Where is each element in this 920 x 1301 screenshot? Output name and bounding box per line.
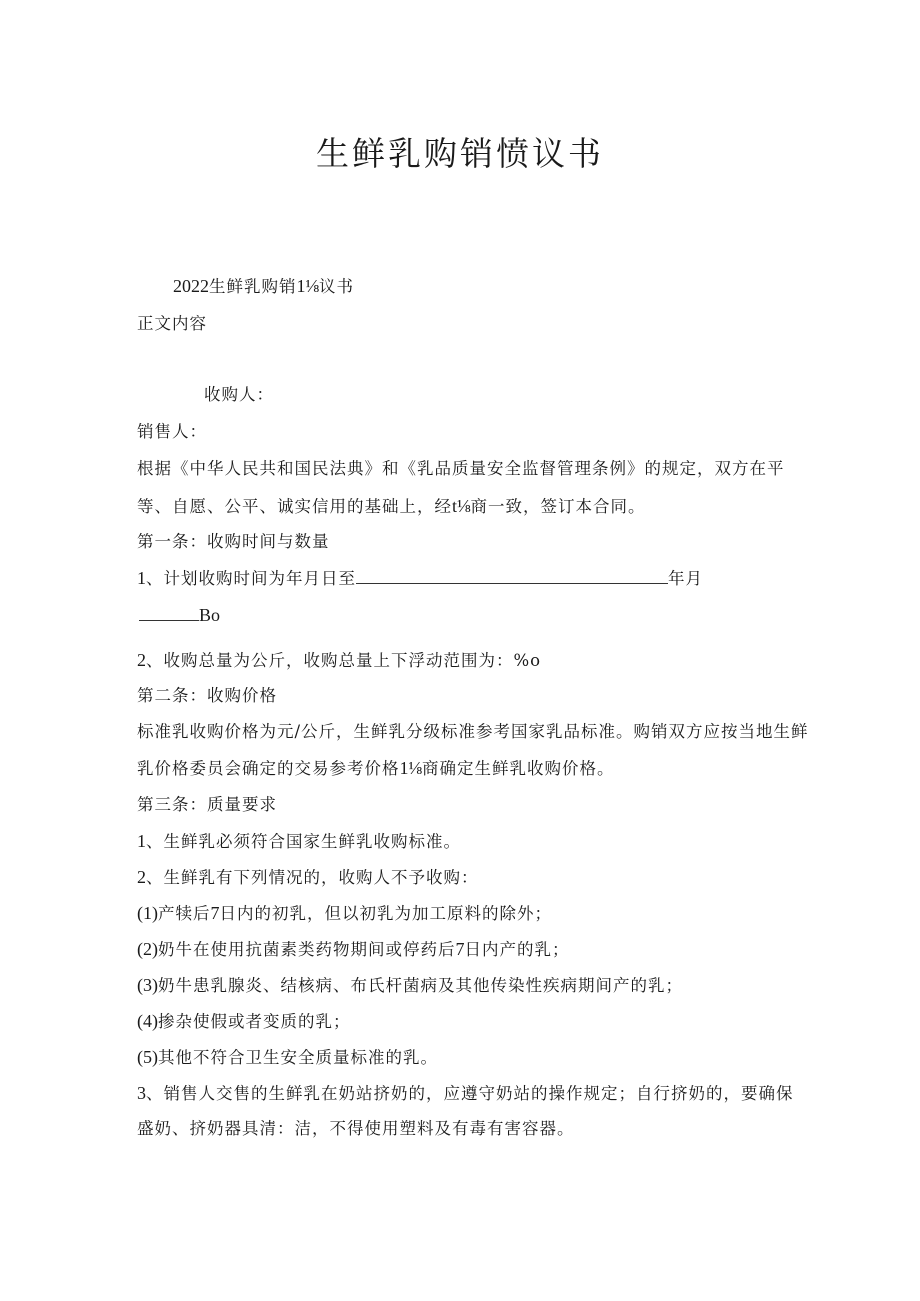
- item-text-b: 年月: [668, 569, 703, 588]
- para-2a: 乳价格委员会确定的交易参考价格: [137, 759, 400, 778]
- body-label: 正文内容: [137, 314, 207, 333]
- condition-text-b: 日内的初乳，但以初乳为加工原料的除外；: [219, 904, 552, 923]
- condition-number: (3): [137, 975, 158, 995]
- condition-number: (5): [137, 1047, 158, 1067]
- subtitle-garbled: 1⅛: [296, 276, 319, 296]
- condition-text-b: 日内产的乳；: [464, 940, 570, 959]
- item-text-a: 、计划收购时间为年月日至: [146, 569, 356, 588]
- preamble-line-2: [137, 494, 646, 519]
- article-1-item-1: [137, 566, 703, 591]
- article-3-item-3-cont: 盛奶、挤奶器具清：洁，不得使用塑料及有毒有害容器。: [137, 1119, 575, 1138]
- article-1-title: 第一条：收购时间与数量: [137, 532, 330, 551]
- article-3-item-1: [137, 829, 461, 854]
- preamble-2b: t⅛: [452, 496, 471, 516]
- para-2b: 1⅛: [399, 758, 422, 778]
- article-2-para-1: 标准乳收购价格为元/公斤，生鲜乳分级标准参考国家乳品标准。购销双方应按当地生鲜: [137, 722, 809, 741]
- item-text: 、收购总量为公斤，收购总量上下浮动范围为：%o: [146, 651, 542, 670]
- article-3-item-3: [137, 1081, 794, 1106]
- subtitle-text: 生鲜乳购销: [209, 277, 297, 296]
- para-2c: 商确定生鲜乳收购价格。: [422, 759, 615, 778]
- condition-number: (4): [137, 1011, 158, 1031]
- article-1-item-2: [137, 648, 541, 673]
- item-number: 1: [137, 831, 146, 851]
- item-text: 、生鲜乳有下列情况的，收购人不予收购：: [146, 868, 479, 887]
- subtitle-year: 2022: [173, 276, 209, 296]
- article-2-title: 第二条：收购价格: [137, 686, 277, 705]
- condition-1: [137, 901, 552, 926]
- article-2-para-2: [137, 756, 615, 781]
- item-text: 、生鲜乳必须符合国家生鲜乳收购标准。: [146, 832, 461, 851]
- condition-text-a: 产犊后: [158, 904, 211, 923]
- item-text-c: Bo: [199, 605, 221, 625]
- document-title: 生鲜乳购销愤议书: [316, 134, 604, 173]
- condition-text: 掺杂使假或者变质的乳；: [158, 1012, 351, 1031]
- subtitle-line: [173, 274, 354, 299]
- buyer-line: 收购人：: [204, 385, 274, 404]
- item-number: 3: [137, 1083, 146, 1103]
- condition-3: [137, 973, 683, 998]
- condition-number: (2): [137, 939, 158, 959]
- article-3-title: 第三条：质量要求: [137, 795, 277, 814]
- article-3-item-2: [137, 865, 479, 890]
- seller-line: 销售人：: [137, 422, 207, 441]
- condition-number: (1): [137, 903, 158, 923]
- preamble-2a: 等、自愿、公平、诚实信用的基础上，经: [137, 497, 452, 516]
- item-number: 2: [137, 867, 146, 887]
- condition-text: 奶牛患乳腺炎、结核病、布氏杆菌病及其他传染性疾病期间产的乳；: [158, 976, 683, 995]
- condition-text-a: 奶牛在使用抗菌素类药物期间或停药后: [158, 940, 456, 959]
- article-1-item-1-cont: [139, 603, 220, 628]
- condition-2: [137, 937, 570, 962]
- condition-text: 其他不符合卫生安全质量标准的乳。: [158, 1048, 438, 1067]
- subtitle-end: 议书: [319, 277, 354, 296]
- condition-days: 7: [210, 903, 220, 923]
- fill-blank: [356, 567, 668, 584]
- preamble-line-1: 根据《中华人民共和国民法典》和《乳品质量安全监督管理条例》的规定，双方在平: [137, 459, 785, 478]
- fill-blank-short: [139, 604, 199, 621]
- item-text: 、销售人交售的生鲜乳在奶站挤奶的，应遵守奶站的操作规定；自行挤奶的，要确保: [146, 1084, 794, 1103]
- condition-5: [137, 1045, 438, 1070]
- condition-days: 7: [455, 939, 465, 959]
- condition-4: [137, 1009, 351, 1034]
- item-number: 2: [137, 650, 146, 670]
- item-number: 1: [137, 568, 146, 588]
- preamble-2c: 商一致，签订本合同。: [470, 497, 646, 516]
